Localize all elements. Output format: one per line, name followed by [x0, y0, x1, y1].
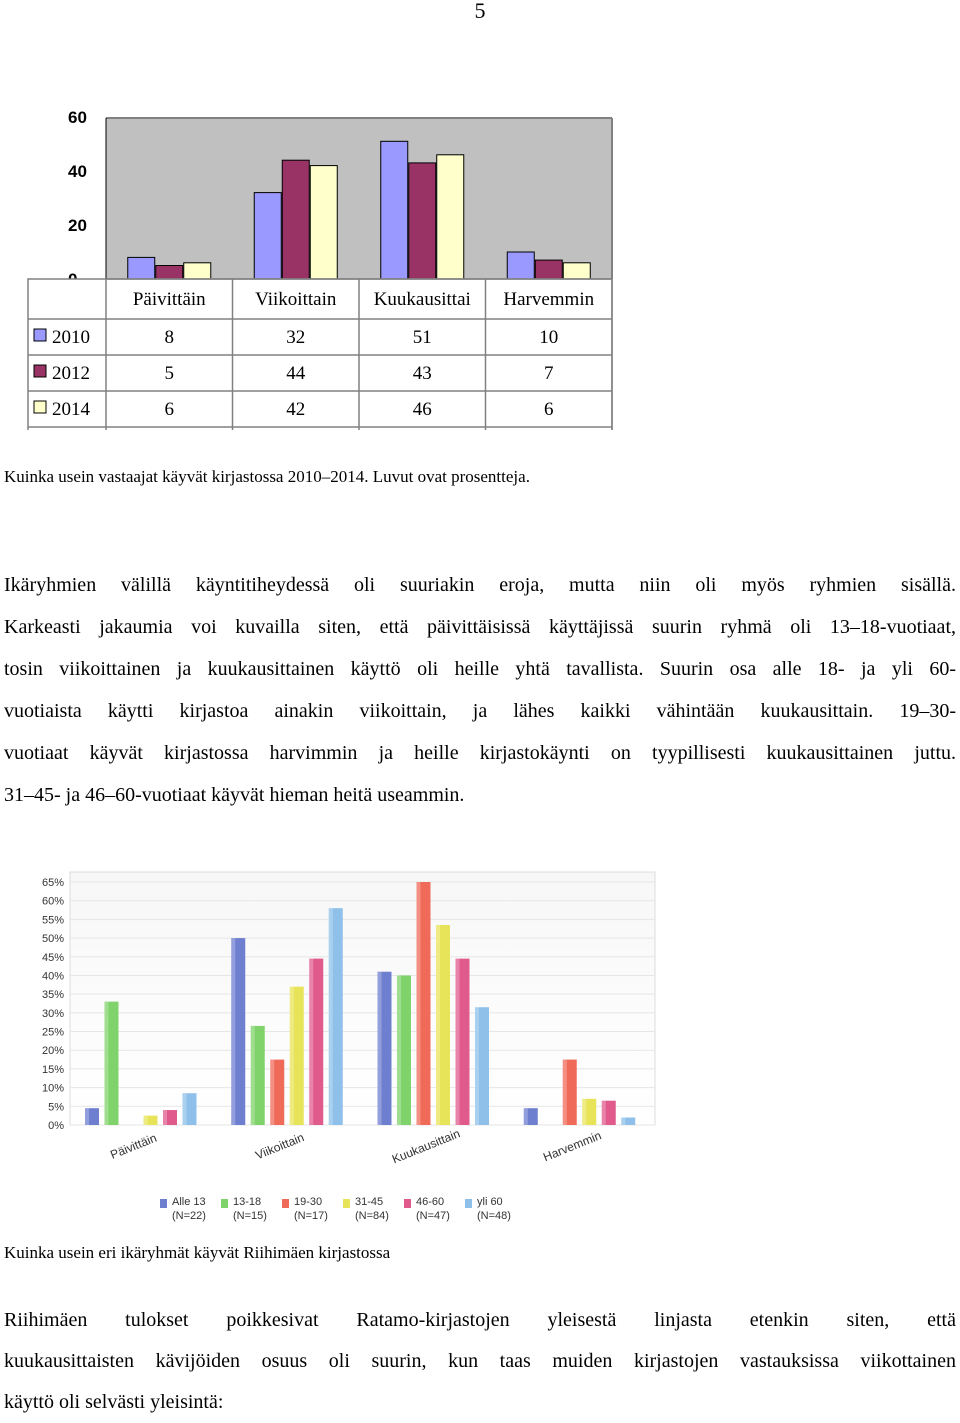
paragraph-line: Ikäryhmien välillä käyntitiheydessä oli suuriakin eroja, mutta niin oli myös ryhmien sisällä. [4, 574, 956, 596]
y-tick-label: 25% [41, 1026, 64, 1039]
data-value: 42 [286, 399, 306, 420]
bar-highlight [105, 1002, 109, 1125]
legend-swatch [34, 365, 46, 377]
paragraph-line: tosin viikoittainen ja kuukausittainen käyttö oli heille yhtä tavallista. Suurin osa alle 18- ja yli 60- [4, 658, 956, 680]
data-value: 7 [544, 363, 554, 384]
y-tick-label: 10% [41, 1082, 64, 1095]
bar-highlight [163, 1110, 167, 1125]
data-value: 6 [544, 399, 554, 420]
bar-highlight [475, 1007, 479, 1125]
bar-highlight [85, 1108, 89, 1125]
data-value: 8 [164, 327, 174, 348]
category-label: Viikoittain [255, 289, 337, 310]
bar-highlight [329, 908, 333, 1125]
bar-highlight [417, 882, 421, 1125]
paragraph-line: Karkeasti jakaumia voi kuvailla siten, että päivittäisissä käyttäjissä suurin ryhmä oli 13–18-vuotiaat, [4, 616, 956, 638]
paragraph-line: vuotiaista käytti kirjastoa ainakin viikoittain, ja lähes kaikki vähintään kuukausittain. 19–30- [4, 700, 956, 722]
age-group-frequency-chart [0, 860, 680, 1230]
category-label: Päivittäin [108, 1130, 159, 1162]
y-tick-label: 20% [41, 1045, 64, 1058]
data-value: 10 [539, 327, 559, 348]
legend-label: 2014 [52, 399, 90, 420]
legend-label: 19-30 [294, 1196, 323, 1208]
y-tick-label: 40% [41, 970, 64, 983]
legend-swatch [221, 1199, 228, 1208]
category-label: Kuukausittai [373, 289, 471, 310]
y-tick-label: 40 [68, 162, 87, 181]
legend-swatch [160, 1199, 167, 1208]
y-tick-label: 0% [48, 1120, 64, 1132]
data-value: 5 [164, 363, 174, 384]
bar-highlight [524, 1108, 528, 1125]
bar-highlight [183, 1093, 187, 1125]
bar-2014 [184, 263, 211, 279]
y-tick-label: 5% [48, 1101, 64, 1114]
category-label: Harvemmin [541, 1128, 604, 1165]
bar-highlight [270, 1060, 274, 1125]
paragraph-line: Riihimäen tulokset poikkesivat Ratamo-kirjastojen yleisestä linjasta etenkin siten, että [4, 1309, 956, 1331]
data-value: 6 [164, 399, 174, 420]
bar-2014 [563, 263, 590, 279]
legend-swatch [34, 329, 46, 341]
y-tick-label: 65% [41, 877, 64, 889]
paragraph-riihimaki [4, 1300, 956, 1423]
paragraph-age-groups [4, 564, 956, 816]
category-label: Harvemmin [503, 289, 595, 310]
data-value: 43 [412, 363, 432, 384]
y-tick-label: 30% [41, 1007, 64, 1020]
category-label: Viikoittain [253, 1130, 307, 1163]
data-value: 44 [286, 363, 306, 384]
y-tick-label: 20 [68, 216, 87, 235]
paragraph-line: 31–45- ja 46–60-vuotiaat käyvät hieman heitä useammin. [4, 784, 465, 806]
data-value: 51 [412, 327, 432, 348]
visit-frequency-chart-2010-2014 [0, 100, 620, 430]
legend-n: (N=15) [233, 1210, 267, 1222]
bar-highlight [563, 1060, 567, 1125]
legend-label: Alle 13 [172, 1196, 206, 1208]
page-number: 5 [474, 0, 486, 23]
bar-2012 [535, 260, 562, 279]
bar-highlight [144, 1116, 148, 1125]
bar-highlight [290, 987, 294, 1125]
bar-highlight [602, 1101, 606, 1125]
chart1-caption: Kuinka usein vastaajat käyvät kirjastossa 2010–2014. Luvut ovat prosentteja. [4, 467, 530, 486]
bar-2010 [507, 252, 534, 279]
legend-swatch [404, 1199, 411, 1208]
y-tick-label: 60 [68, 108, 87, 127]
bar-2012 [156, 266, 183, 280]
y-tick-label: 45% [41, 951, 64, 964]
bar-2010 [128, 257, 155, 279]
paragraph-line: käyttö oli selvästi yleisintä: [4, 1391, 224, 1413]
legend-swatch [465, 1199, 472, 1208]
legend-swatch [282, 1199, 289, 1208]
bar-highlight [436, 925, 440, 1125]
bar-highlight [621, 1118, 625, 1125]
paragraph-line: vuotiaat käyvät kirjastossa harvimmin ja heille kirjastokäynti on tyypillisesti kuukausittainen juttu. [4, 742, 956, 764]
data-value: 32 [286, 327, 306, 348]
category-label: Kuukausittain [389, 1126, 463, 1167]
legend-label: 31-45 [355, 1196, 384, 1208]
bar-highlight [309, 959, 313, 1125]
bar-highlight [378, 972, 382, 1125]
plot-area [106, 118, 612, 279]
bar-highlight [397, 975, 401, 1125]
chart2-caption: Kuinka usein eri ikäryhmät käyvät Riihimäen kirjastossa [4, 1243, 391, 1262]
bar-2010 [381, 141, 408, 279]
legend-n: (N=47) [416, 1210, 450, 1222]
legend-n: (N=84) [355, 1210, 389, 1222]
bar-2014 [437, 155, 464, 279]
paragraph-line: kuukausittaisten kävijöiden osuus oli suurin, kun taas muiden kirjastojen vastauksissa viikottainen [4, 1350, 956, 1372]
bar-highlight [456, 959, 460, 1125]
y-tick-label: 35% [41, 989, 64, 1002]
legend-n: (N=17) [294, 1210, 328, 1222]
y-tick-label: 15% [41, 1063, 64, 1076]
y-tick-label: 55% [41, 914, 64, 927]
y-tick-label: 60% [41, 895, 64, 908]
legend-swatch [343, 1199, 350, 1208]
bar-highlight [231, 938, 235, 1125]
bar-2010 [254, 193, 281, 279]
bar-highlight [251, 1026, 255, 1125]
legend-n: (N=22) [172, 1210, 206, 1222]
bar-2014 [310, 166, 337, 279]
bar-2012 [409, 163, 436, 279]
category-label: Päivittäin [132, 289, 206, 310]
legend-swatch [34, 401, 46, 413]
legend-label: 46-60 [416, 1196, 445, 1208]
legend-label: 13-18 [233, 1196, 262, 1208]
legend-n: (N=48) [477, 1210, 511, 1222]
y-tick-label: 50% [41, 933, 64, 946]
bar-2012 [282, 160, 309, 279]
legend-label: yli 60 [477, 1196, 503, 1208]
legend-label: 2012 [52, 363, 90, 384]
bar-highlight [582, 1099, 586, 1125]
legend-label: 2010 [52, 327, 90, 348]
data-value: 46 [412, 399, 432, 420]
